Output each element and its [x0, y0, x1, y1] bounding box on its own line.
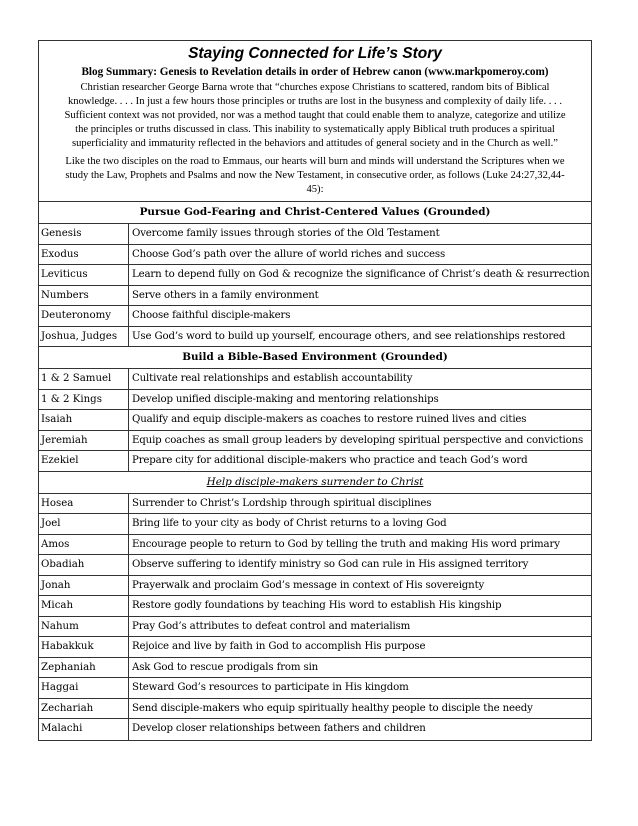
book-name-cell: Nahum	[39, 617, 129, 637]
book-name-cell: Habakkuk	[39, 637, 129, 657]
book-description-cell: Send disciple-makers who equip spiritually healthy people to disciple the needy	[132, 702, 533, 714]
book-description-cell: Develop unified disciple-making and mentoring relationships	[132, 393, 439, 405]
table-row	[39, 306, 591, 327]
book-description-cell: Observe suffering to identify ministry so God can rule in His assigned territory	[132, 559, 529, 570]
table-row	[39, 265, 591, 286]
book-name-cell: Joel	[39, 514, 129, 534]
book-name-cell: Zephaniah	[39, 658, 129, 678]
book-description-cell: Use God’s word to build up yourself, encourage others, and see relationships restored	[132, 330, 566, 342]
table-row	[39, 286, 591, 307]
barna-quote-paragraph: Christian researcher George Barna wrote that “churches expose Christians to scattered, random bits of Biblical knowledge. . . . In just a few hours those principles or truths are lost in the busyness and complexity of daily life. . . . Sufficient context was not provided, nor was a method taught that could enable them to analyze, categorize and utilize the principles or truths discussed in class. This inability to systematically apply Biblical truth produces a spiritual superficiality and immaturity reflected in the behaviors and attitudes of general society and in the Church as well.”	[64, 82, 566, 149]
blog-summary: Blog Summary: Genesis to Revelation details in order of Hebrew canon (www.markpomeroy.com)	[81, 66, 549, 78]
book-name-cell: Isaiah	[39, 410, 129, 430]
table-row	[39, 555, 591, 576]
book-name-cell: 1 & 2 Samuel	[39, 369, 129, 389]
table-row	[39, 369, 591, 390]
table-row	[39, 576, 591, 597]
table-row	[39, 596, 591, 617]
book-name-cell: Malachi	[39, 719, 129, 740]
table-row	[39, 617, 591, 638]
book-description-cell: Cultivate real relationships and establish accountability	[132, 373, 413, 384]
document-page	[38, 40, 592, 741]
book-description-cell: Qualify and equip disciple-makers as coaches to restore ruined lives and cities	[132, 414, 527, 425]
book-name-cell: Genesis	[39, 224, 129, 244]
book-name-cell: Joshua, Judges	[39, 327, 129, 347]
book-name-cell: Exodus	[39, 245, 129, 265]
book-description-cell: Equip coaches as small group leaders by developing spiritual perspective and convictions	[132, 434, 584, 446]
book-description-cell: Bring life to your city as body of Christ returns to a loving God	[132, 518, 447, 529]
book-description-cell: Pray God’s attributes to defeat control and materialism	[132, 620, 411, 632]
book-description-cell: Develop closer relationships between fathers and children	[132, 723, 426, 734]
book-description-cell: Rejoice and live by faith in God to accomplish His purpose	[132, 641, 426, 652]
book-description-cell: Prepare city for additional disciple-makers who practice and teach God’s word	[132, 455, 528, 466]
book-name-cell: Haggai	[39, 678, 129, 698]
document-header	[39, 41, 591, 202]
section-heading: Build a Bible-Based Environment (Grounded)	[39, 347, 591, 369]
table-row	[39, 678, 591, 699]
book-description-cell: Restore godly foundations by teaching His word to establish His kingship	[132, 600, 502, 611]
table-row	[39, 637, 591, 658]
table-row	[39, 658, 591, 679]
book-name-cell: Numbers	[39, 286, 129, 306]
book-name-cell: Ezekiel	[39, 451, 129, 471]
table-row	[39, 494, 591, 515]
section-heading: Help disciple-makers surrender to Christ	[39, 472, 591, 494]
book-description-cell: Learn to depend fully on God & recognize the significance of Christ’s death & resurrection	[132, 269, 590, 280]
table-row	[39, 719, 591, 740]
book-name-cell: Micah	[39, 596, 129, 616]
book-name-cell: Obadiah	[39, 555, 129, 575]
book-description-cell: Ask God to rescue prodigals from sin	[132, 661, 319, 673]
table-row	[39, 514, 591, 535]
book-table	[39, 202, 591, 740]
table-row	[39, 224, 591, 245]
table-row	[39, 245, 591, 266]
book-description-cell: Choose God’s path over the allure of world riches and success	[132, 248, 446, 260]
table-row	[39, 451, 591, 472]
book-description-cell: Steward God’s resources to participate in His kingdom	[132, 682, 409, 693]
table-row	[39, 699, 591, 720]
table-row	[39, 410, 591, 431]
table-row	[39, 327, 591, 348]
page-title: Staying Connected for Life’s Story	[188, 45, 442, 62]
book-description-cell: Surrender to Christ’s Lordship through spiritual disciplines	[132, 497, 432, 509]
table-row	[39, 431, 591, 452]
book-name-cell: Jonah	[39, 576, 129, 596]
emmaus-paragraph: Like the two disciples on the road to Emmaus, our hearts will burn and minds will understand the Scriptures when we study the Law, Prophets and Psalms and now the New Testament, in consecutive order, as follows (Luke 24:27,32,44-45):	[65, 156, 565, 195]
book-name-cell: Deuteronomy	[39, 306, 129, 326]
book-name-cell: Hosea	[39, 494, 129, 514]
book-description-cell: Overcome family issues through stories of the Old Testament	[132, 228, 440, 239]
section-heading: Pursue God-Fearing and Christ-Centered Values (Grounded)	[39, 202, 591, 224]
book-name-cell: Jeremiah	[39, 431, 129, 451]
book-name-cell: Zechariah	[39, 699, 129, 719]
book-name-cell: Amos	[39, 535, 129, 555]
book-description-cell: Encourage people to return to God by telling the truth and making His word primary	[132, 538, 560, 550]
book-description-cell: Choose faithful disciple-makers	[132, 310, 291, 321]
book-name-cell: 1 & 2 Kings	[39, 390, 129, 410]
book-name-cell: Leviticus	[39, 265, 129, 285]
table-row	[39, 390, 591, 411]
table-row	[39, 535, 591, 556]
book-description-cell: Prayerwalk and proclaim God’s message in context of His sovereignty	[132, 579, 485, 591]
book-description-cell: Serve others in a family environment	[132, 289, 319, 301]
